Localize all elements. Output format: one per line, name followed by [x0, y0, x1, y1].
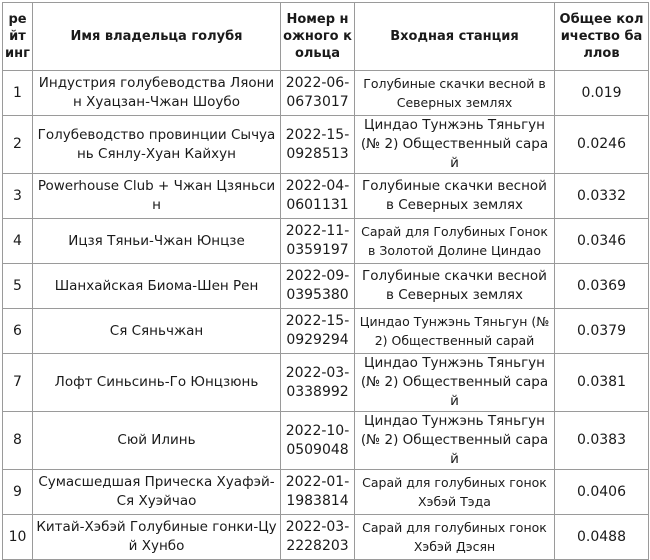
- table-row: [3, 515, 649, 560]
- station-cell: Голубиные скачки весной в Северных землях: [355, 264, 555, 309]
- station-cell: Циндао Тунжэнь Тяньгун (№ 2) Общественный сарай: [355, 116, 555, 174]
- ring-cell: 2022-01-1983814: [281, 470, 355, 515]
- station-cell: Голубиные скачки весной в Северных землях: [355, 71, 555, 116]
- score-cell: 0.0369: [555, 264, 649, 309]
- table-row: [3, 116, 649, 174]
- rank-cell: 7: [3, 354, 33, 412]
- owner-cell: Шанхайская Биома-Шен Рен: [33, 264, 281, 309]
- station-cell: Циндао Тунжэнь Тяньгун (№ 2) Общественный сарай: [355, 309, 555, 354]
- rank-cell: 3: [3, 174, 33, 219]
- rank-cell: 8: [3, 412, 33, 470]
- owner-cell: Лофт Синьсинь-Го Юнцзюнь: [33, 354, 281, 412]
- ring-cell: 2022-03-2228203: [281, 515, 355, 560]
- rank-cell: 5: [3, 264, 33, 309]
- station-cell: Сарай для голубиных гонок Хэбэй Тэда: [355, 470, 555, 515]
- ring-cell: 2022-04-0601131: [281, 174, 355, 219]
- station-cell: Сарай для голубиных гонок Хэбэй Дэсян: [355, 515, 555, 560]
- header-score: Общее количество баллов: [555, 3, 649, 71]
- rank-cell: 10: [3, 515, 33, 560]
- owner-cell: Сюй Илинь: [33, 412, 281, 470]
- score-cell: 0.0383: [555, 412, 649, 470]
- station-cell: Сарай для Голубиных Гонок в Золотой Долине Циндао: [355, 219, 555, 264]
- rank-cell: 6: [3, 309, 33, 354]
- ring-cell: 2022-15-0928513: [281, 116, 355, 174]
- header-ring: Номер ножного кольца: [281, 3, 355, 71]
- header-rank: рейтинг: [3, 3, 33, 71]
- ring-cell: 2022-09-0395380: [281, 264, 355, 309]
- owner-cell: Сумасшедшая Прическа Хуафэй-Ся Хуэйчао: [33, 470, 281, 515]
- header-station: Входная станция: [355, 3, 555, 71]
- owner-cell: Индустрия голубеводства Ляонин Хуацзан-Чжан Шоубо: [33, 71, 281, 116]
- table-row: [3, 354, 649, 412]
- rank-cell: 4: [3, 219, 33, 264]
- score-cell: 0.0381: [555, 354, 649, 412]
- header-row: [3, 3, 649, 71]
- station-cell: Циндао Тунжэнь Тяньгун (№ 2) Общественный сарай: [355, 354, 555, 412]
- table-row: [3, 264, 649, 309]
- score-cell: 0.0379: [555, 309, 649, 354]
- station-cell: Циндао Тунжэнь Тяньгун (№ 2) Общественный сарай: [355, 412, 555, 470]
- score-cell: 0.0346: [555, 219, 649, 264]
- station-cell: Голубиные скачки весной в Северных землях: [355, 174, 555, 219]
- table-row: [3, 71, 649, 116]
- ring-cell: 2022-03-0338992: [281, 354, 355, 412]
- score-cell: 0.0488: [555, 515, 649, 560]
- rank-cell: 9: [3, 470, 33, 515]
- ring-cell: 2022-11-0359197: [281, 219, 355, 264]
- table-row: [3, 309, 649, 354]
- owner-cell: Китай-Хэбэй Голубиные гонки-Цуй Хунбо: [33, 515, 281, 560]
- owner-cell: Ся Сяньчжан: [33, 309, 281, 354]
- table-row: [3, 219, 649, 264]
- table-row: [3, 412, 649, 470]
- ring-cell: 2022-06-0673017: [281, 71, 355, 116]
- owner-cell: Ицзя Тяньи-Чжан Юнцзе: [33, 219, 281, 264]
- ring-cell: 2022-10-0509048: [281, 412, 355, 470]
- owner-cell: Powerhouse Club + Чжан Цзяньсин: [33, 174, 281, 219]
- table-row: [3, 174, 649, 219]
- score-cell: 0.0332: [555, 174, 649, 219]
- table-row: [3, 470, 649, 515]
- header-owner: Имя владельца голубя: [33, 3, 281, 71]
- owner-cell: Голубеводство провинции Сычуань Сянлу-Хуан Кайхун: [33, 116, 281, 174]
- rank-cell: 2: [3, 116, 33, 174]
- score-cell: 0.0406: [555, 470, 649, 515]
- score-cell: 0.019: [555, 71, 649, 116]
- ring-cell: 2022-15-0929294: [281, 309, 355, 354]
- rank-cell: 1: [3, 71, 33, 116]
- results-table: [2, 2, 649, 560]
- score-cell: 0.0246: [555, 116, 649, 174]
